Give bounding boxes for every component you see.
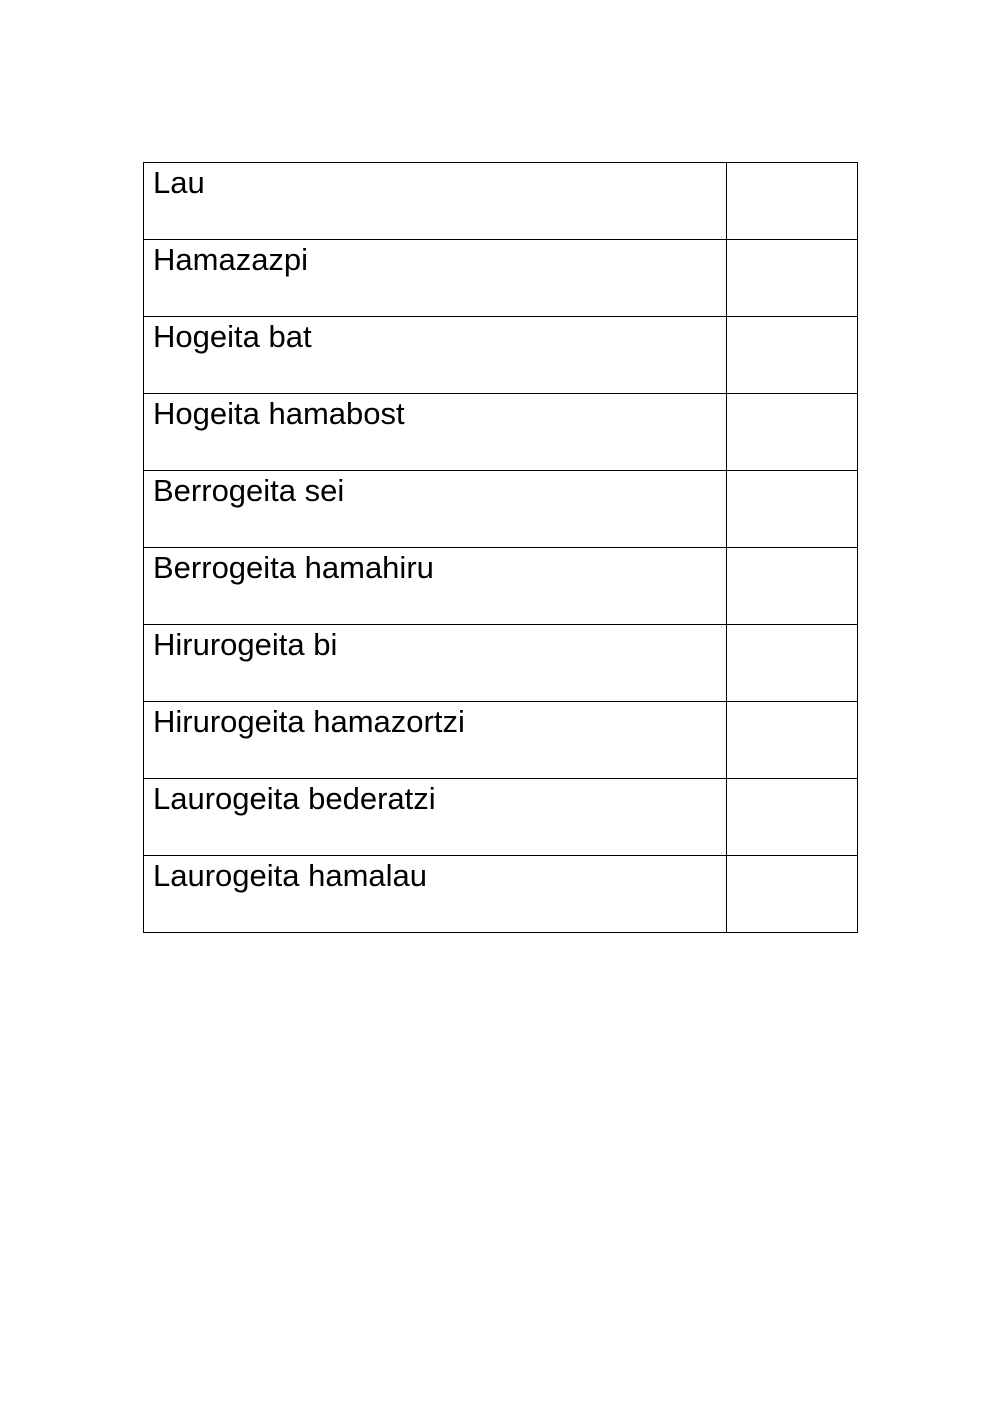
table-row [144, 779, 858, 856]
table-row [144, 394, 858, 471]
answer-cell[interactable] [727, 779, 858, 856]
table-row [144, 317, 858, 394]
answer-cell[interactable] [727, 163, 858, 240]
answer-cell[interactable] [727, 702, 858, 779]
table-row [144, 163, 858, 240]
answer-cell[interactable] [727, 625, 858, 702]
number-word-cell: Hogeita hamabost [144, 394, 727, 471]
table-row [144, 240, 858, 317]
table-row [144, 471, 858, 548]
number-word-cell: Hogeita bat [144, 317, 727, 394]
answer-cell[interactable] [727, 240, 858, 317]
number-words-table [143, 162, 858, 933]
number-word-cell: Berrogeita sei [144, 471, 727, 548]
answer-cell[interactable] [727, 317, 858, 394]
number-word-cell: Laurogeita hamalau [144, 856, 727, 933]
number-word-cell: Laurogeita bederatzi [144, 779, 727, 856]
number-word-cell: Hirurogeita hamazortzi [144, 702, 727, 779]
answer-cell[interactable] [727, 471, 858, 548]
table-row [144, 548, 858, 625]
number-word-cell: Hamazazpi [144, 240, 727, 317]
table-row [144, 702, 858, 779]
number-word-cell: Berrogeita hamahiru [144, 548, 727, 625]
answer-cell[interactable] [727, 394, 858, 471]
number-word-cell: Lau [144, 163, 727, 240]
table-row [144, 856, 858, 933]
number-word-cell: Hirurogeita bi [144, 625, 727, 702]
table-row [144, 625, 858, 702]
answer-cell[interactable] [727, 856, 858, 933]
answer-cell[interactable] [727, 548, 858, 625]
